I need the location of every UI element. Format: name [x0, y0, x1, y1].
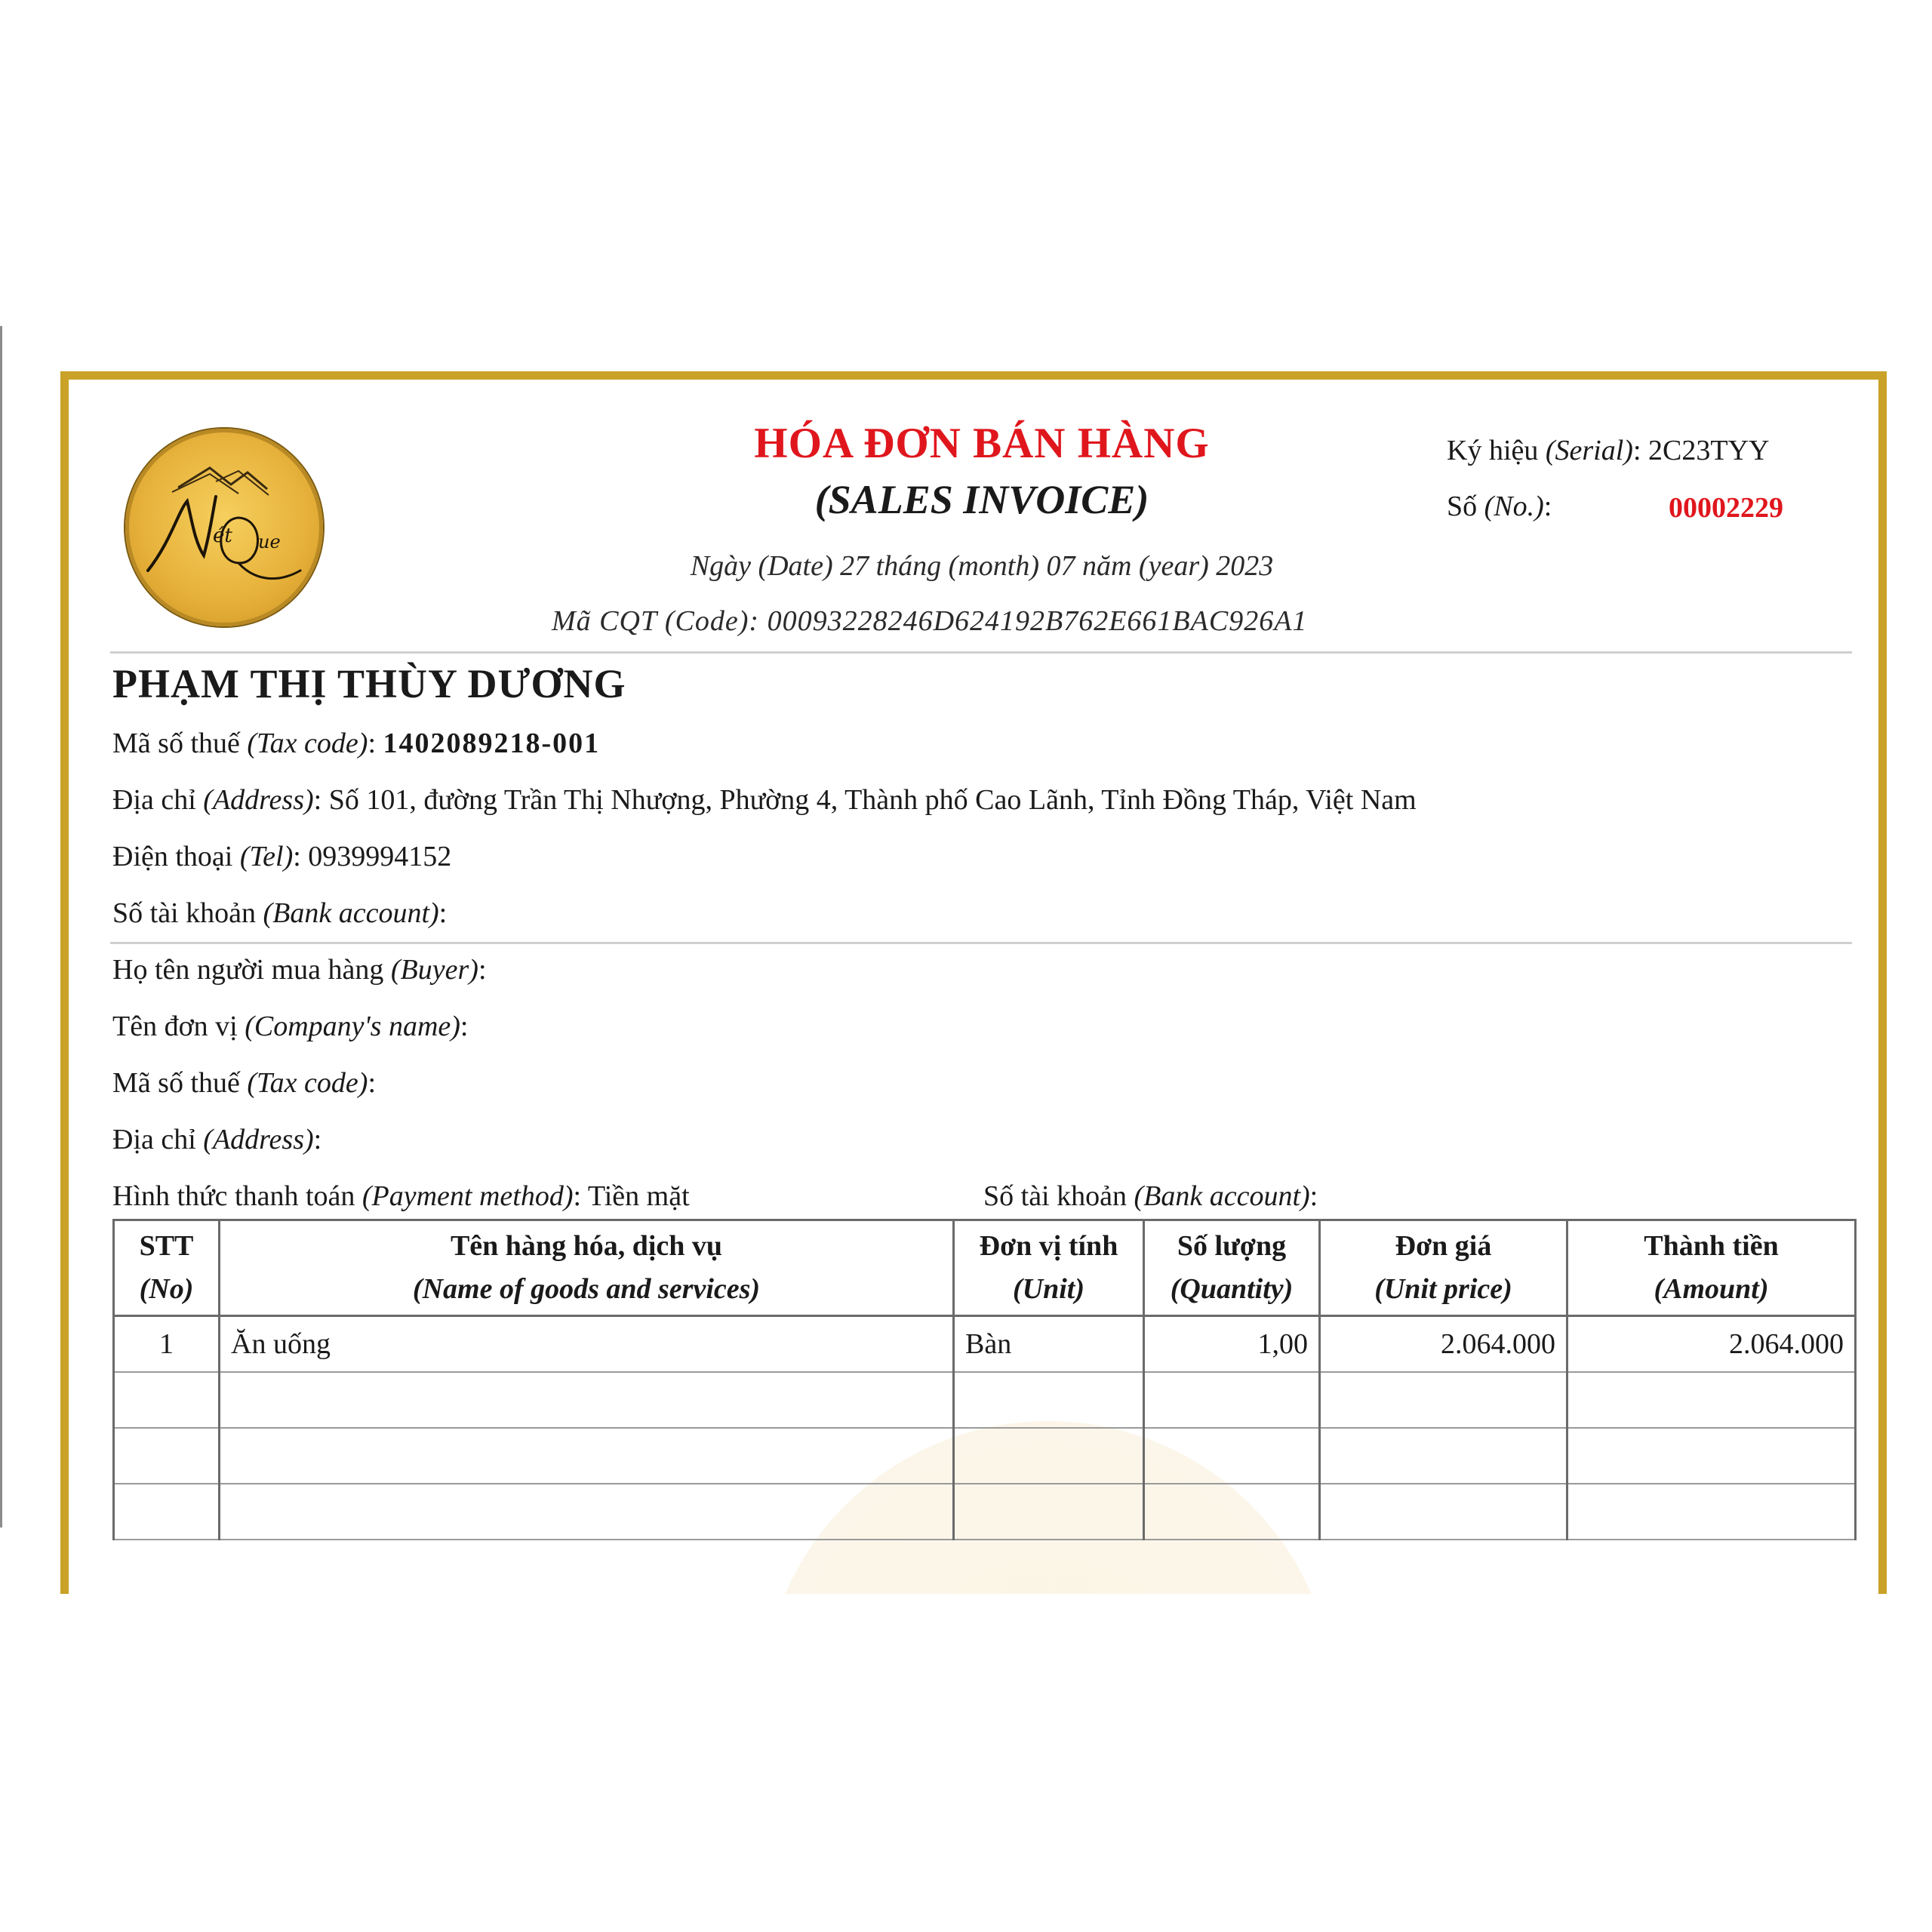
invoice-serial: Ký hiệu (Serial): 2C23TYY	[1447, 435, 1770, 466]
payment-method: Hình thức thanh toán (Payment method): Tiền mặt	[112, 1180, 690, 1212]
header-amount: Thành tiền (Amount)	[1567, 1220, 1856, 1316]
invoice-title-en: (SALES INVOICE)	[814, 477, 1149, 522]
svg-text:ue: ue	[258, 531, 281, 552]
buyer-company: Tên đơn vị (Company's name):	[112, 1011, 469, 1042]
table-row	[114, 1316, 1856, 1373]
buyer-tax-code: Mã số thuế (Tax code):	[112, 1067, 376, 1099]
divider	[110, 651, 1852, 654]
invoice-number: 00002229	[1669, 492, 1783, 524]
page-edge-line	[0, 326, 2, 1527]
table-row-empty	[114, 1484, 1856, 1540]
invoice-date: Ngày (Date) 27 tháng (month) 07 năm (year) 2023	[690, 550, 1274, 582]
svg-text:ét: ét	[213, 525, 232, 547]
cell-unit-price: 2.064.000	[1320, 1316, 1567, 1373]
cell-name: Ăn uống	[220, 1316, 954, 1373]
header-unit: Đơn vị tính (Unit)	[954, 1220, 1144, 1316]
cell-no: 1	[114, 1316, 220, 1373]
table-row-empty	[114, 1372, 1856, 1428]
buyer-bank-account: Số tài khoản (Bank account):	[983, 1180, 1318, 1212]
header-unit-price: Đơn giá (Unit price)	[1320, 1220, 1567, 1316]
seller-tax-code: Mã số thuế (Tax code): 1402089218-001	[112, 728, 601, 759]
seller-name: PHẠM THỊ THÙY DƯƠNG	[112, 661, 626, 706]
table-row-empty	[114, 1428, 1856, 1484]
divider	[110, 942, 1852, 944]
seller-address: Địa chỉ (Address): Số 101, đường Trần Thị Nhượng, Phường 4, Thành phố Cao Lãnh, Tỉnh Đồng Tháp, Việt Nam	[112, 784, 1417, 816]
seller-tax-value: 1402089218-001	[383, 728, 601, 759]
invoice-document	[60, 371, 1887, 1594]
tax-authority-code: Mã CQT (Code): 00093228246D624192B762E661BAC926A1	[552, 605, 1308, 637]
header-no: STT (No)	[114, 1220, 220, 1316]
cell-quantity: 1,00	[1144, 1316, 1320, 1373]
seller-phone: Điện thoại (Tel): 0939994152	[112, 841, 452, 872]
seller-bank-account: Số tài khoản (Bank account):	[112, 897, 448, 929]
table-header-row	[114, 1220, 1856, 1316]
cell-amount: 2.064.000	[1567, 1316, 1856, 1373]
header-name: Tên hàng hóa, dịch vụ (Name of goods and services)	[220, 1220, 954, 1316]
items-table	[112, 1219, 1857, 1540]
invoice-number-label: Số (No.):	[1447, 491, 1552, 522]
buyer-address: Địa chỉ (Address):	[112, 1124, 322, 1155]
buyer-name: Họ tên người mua hàng (Buyer):	[112, 954, 487, 986]
header-quantity: Số lượng (Quantity)	[1144, 1220, 1320, 1316]
cell-unit: Bàn	[954, 1316, 1144, 1373]
serial-value: : 2C23TYY	[1632, 435, 1770, 466]
invoice-title-vn: HÓA ĐƠN BÁN HÀNG	[754, 420, 1210, 467]
